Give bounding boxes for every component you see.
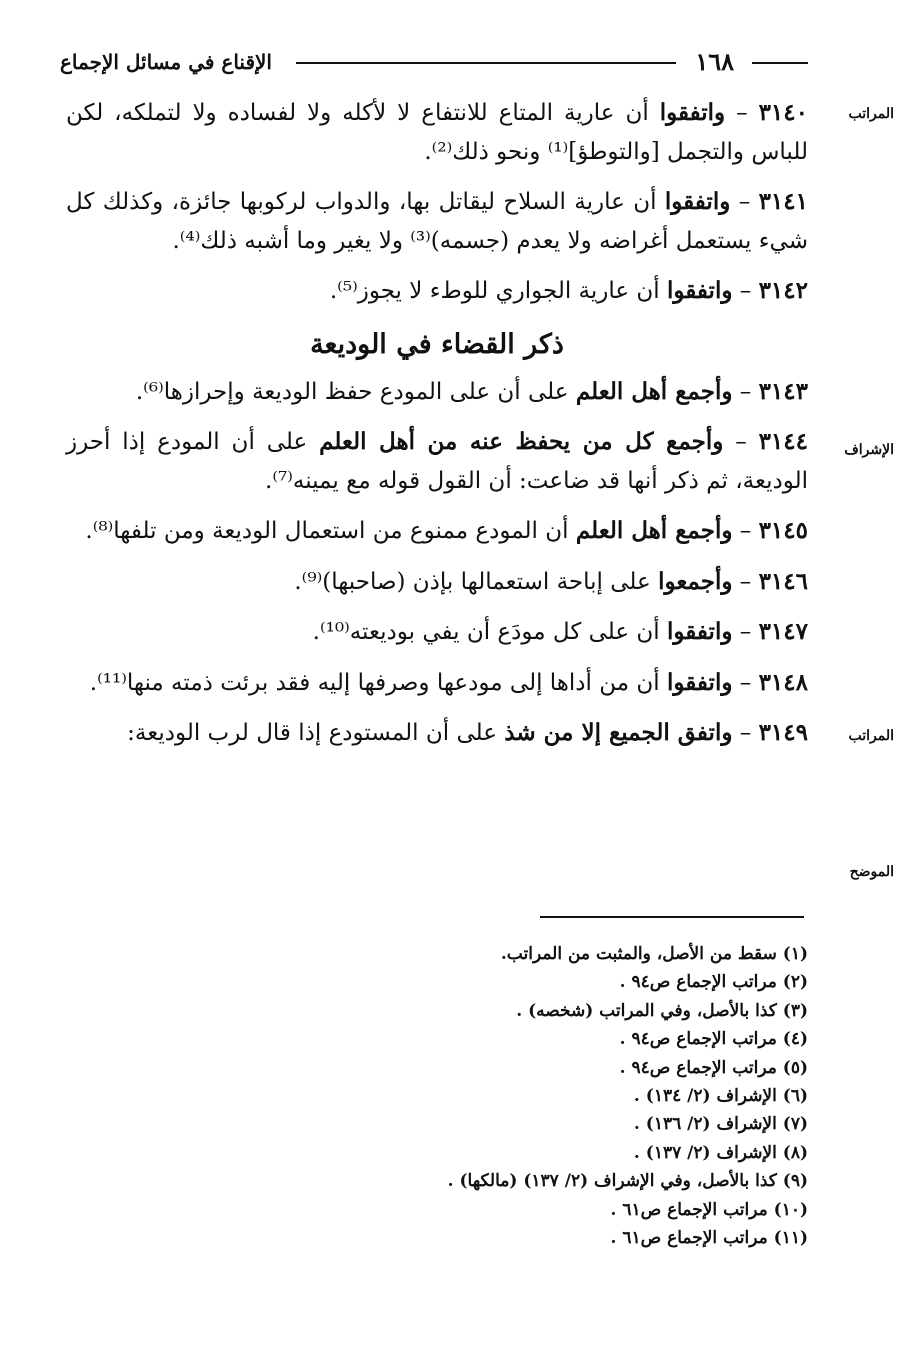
paragraph-3145: ٣١٤٥ – وأجمع أهل العلم أن المودع ممنوع من استعمال الوديعة ومن تلفها⁽⁸⁾. (85, 517, 808, 544)
footnote-9: (٩) كذا بالأصل، وفي الإشراف (٢/ ١٣٧) (مالكها) . (447, 1171, 808, 1192)
source-tag-mawdih: الموضح (849, 864, 894, 880)
paragraph-3146: ٣١٤٦ – وأجمعوا على إباحة استعمالها بإذن (صاحبها)⁽⁹⁾. (294, 567, 808, 595)
paragraph-3147: ٣١٤٧ – واتفقوا أن على كل مودَع أن يفي بوديعته⁽¹⁰⁾. (312, 618, 808, 645)
source-tag-maratib-1: المراتب (848, 106, 894, 122)
main-text (66, 94, 808, 765)
paragraph-3140: ٣١٤٠ – واتفقوا أن عارية المتاع للانتفاع لا لأكله ولا لفساده ولا لتملكه، لكن للباس والتجمل [والتوطؤ]⁽¹⁾ ونحو ذلك⁽²⁾. (66, 99, 808, 165)
book-title: الإقناع في مسائل الإجماع (60, 50, 272, 74)
paragraph-3144: ٣١٤٤ – وأجمع كل من يحفظ عنه من أهل العلم على أن المودع إذا أحرز الوديعة، ثم ذكر أنها قد ضاعت: أن القول قوله مع يمينه⁽⁷⁾. (66, 428, 808, 494)
section-heading: ذكر القضاء في الوديعة (310, 328, 564, 360)
header-rule-right (752, 62, 808, 64)
paragraph-3141: ٣١٤١ – واتفقوا أن عارية السلاح ليقاتل بها، والدواب لركوبها جائزة، وكذلك كل شيء يستعمل أغراضه ولا يعدم (جسمه)⁽³⁾ ولا يغير وما أشبه ذلك⁽⁴⁾. (66, 188, 808, 254)
footnote-11: (١١) مراتب الإجماع ص٦١ . (610, 1228, 808, 1249)
footnote-separator (540, 916, 804, 918)
paragraph-3148: ٣١٤٨ – واتفقوا أن من أداها إلى مودعها وصرفها إليه فقد برئت ذمته منها⁽¹¹⁾. (89, 668, 808, 696)
paragraph-3142: ٣١٤٢ – واتفقوا أن عارية الجواري للوطء لا يجوز⁽⁵⁾. (329, 277, 808, 304)
page-number: ١٦٨ (685, 44, 744, 80)
header-rule-left (296, 62, 676, 64)
footnote-5: (٥) مراتب الإجماع ص٩٤ . (619, 1057, 808, 1078)
source-tag-ishraf: الإشراف (844, 442, 894, 458)
footnote-7: (٧) الإشراف (٢/ ١٣٦) . (633, 1114, 808, 1135)
footnote-10: (١٠) مراتب الإجماع ص٦١ . (610, 1199, 808, 1220)
footnote-3: (٣) كذا بالأصل، وفي المراتب (شخصه) . (516, 1000, 808, 1021)
paragraph-3149: ٣١٤٩ – واتفق الجميع إلا من شذ على أن المستودع إذا قال لرب الوديعة: (127, 719, 808, 746)
footnote-2: (٢) مراتب الإجماع ص٩٤ . (619, 972, 808, 993)
paragraph-3143: ٣١٤٣ – وأجمع أهل العلم على أن على المودع حفظ الوديعة وإحرازها⁽⁶⁾. (135, 377, 808, 405)
footnote-6: (٦) الإشراف (٢/ ١٣٤) . (633, 1086, 808, 1107)
footnote-1: (١) سقط من الأصل، والمثبت من المراتب. (500, 944, 808, 964)
footnote-8: (٨) الإشراف (٢/ ١٣٧) . (633, 1142, 808, 1163)
source-tag-maratib-2: المراتب (848, 728, 894, 744)
footnote-4: (٤) مراتب الإجماع ص٩٤ . (619, 1029, 808, 1050)
page-header (60, 44, 808, 80)
footnotes (300, 940, 808, 1252)
